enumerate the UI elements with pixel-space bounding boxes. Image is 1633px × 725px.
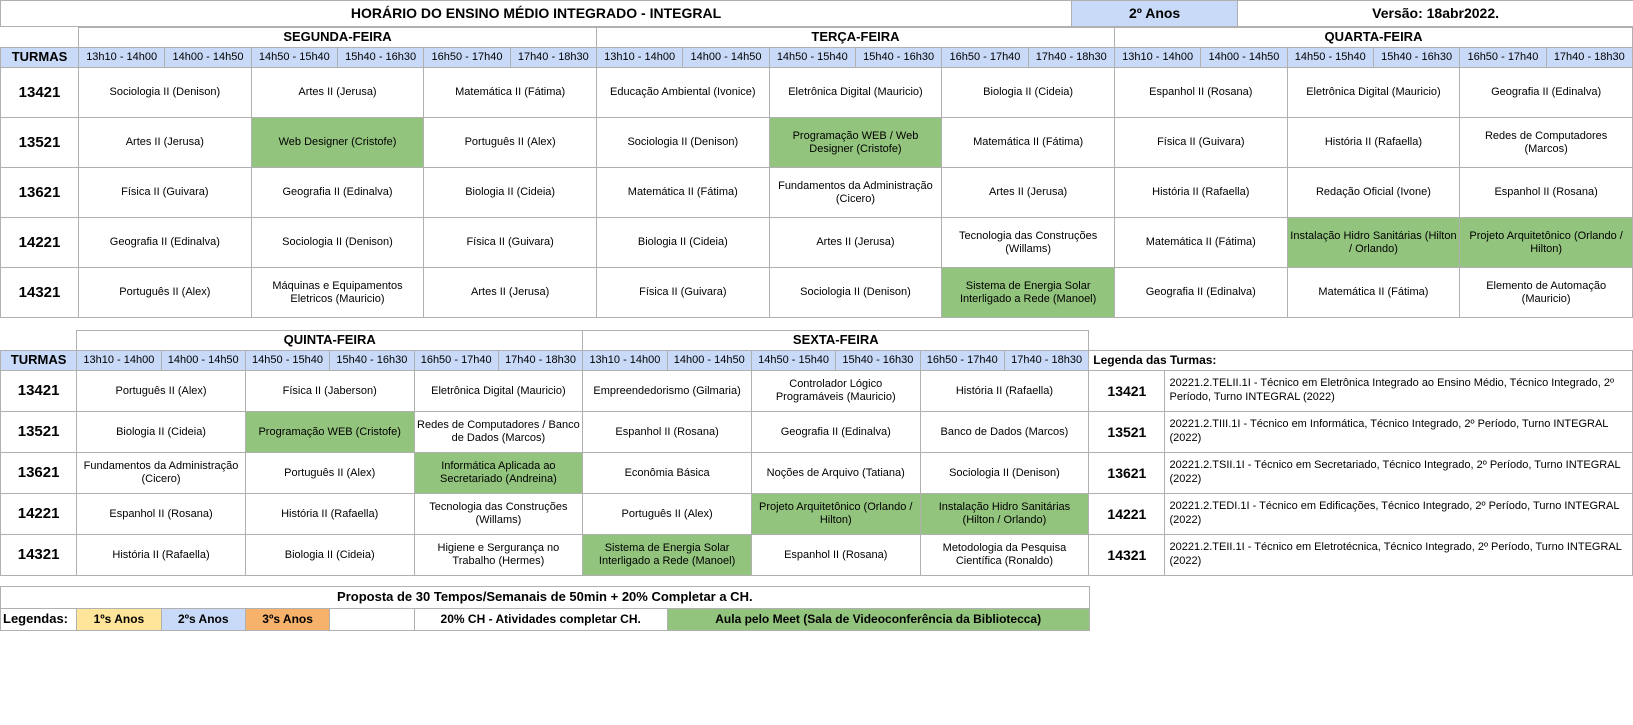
legend-turma-text: 20221.2.TEDI.1I - Técnico em Edificações, Técnico Integrado, 2º Período, Turno INTEGRAL (2022) bbox=[1165, 494, 1633, 535]
legend-turma-text: 20221.2.TSII.1I - Técnico em Secretariado, Técnico Integrado, 2º Período, Turno INTEGRAL (2022) bbox=[1165, 453, 1633, 494]
time-slot: 14h00 - 14h50 bbox=[165, 48, 251, 68]
class-cell[interactable]: Instalação Hidro Sanitárias (Hilton / Orlando) bbox=[1287, 218, 1460, 268]
time-slot: 13h10 - 14h00 bbox=[1114, 48, 1200, 68]
class-cell[interactable]: Espanhol II (Rosana) bbox=[1114, 68, 1287, 118]
class-cell[interactable]: História II (Rafaella) bbox=[77, 535, 246, 576]
time-slot: 17h40 - 18h30 bbox=[1028, 48, 1114, 68]
class-cell[interactable]: Geografia II (Edinalva) bbox=[251, 168, 424, 218]
time-slot: 14h50 - 15h40 bbox=[245, 351, 329, 371]
time-slot: 15h40 - 16h30 bbox=[330, 351, 414, 371]
class-cell[interactable]: História II (Rafaella) bbox=[1114, 168, 1287, 218]
time-slot: 13h10 - 14h00 bbox=[596, 48, 682, 68]
schedule-block-2 bbox=[0, 330, 1633, 576]
class-cell[interactable]: Web Designer (Cristofe) bbox=[251, 118, 424, 168]
time-slot: 13h10 - 14h00 bbox=[583, 351, 667, 371]
class-cell[interactable]: Elemento de Automação (Mauricio) bbox=[1460, 268, 1633, 318]
class-cell[interactable]: Informática Aplicada ao Secretariado (Andreina) bbox=[414, 453, 583, 494]
class-cell[interactable]: Português II (Alex) bbox=[424, 118, 597, 168]
legend-turma-code: 13421 bbox=[1089, 371, 1165, 412]
page-title: HORÁRIO DO ENSINO MÉDIO INTEGRADO - INTEGRAL bbox=[1, 1, 1072, 27]
class-cell[interactable]: Artes II (Jerusa) bbox=[769, 218, 942, 268]
class-cell[interactable]: Controlador Lógico Programáveis (Mauricio) bbox=[751, 371, 920, 412]
time-slot: 15h40 - 16h30 bbox=[1373, 48, 1459, 68]
class-cell[interactable]: Geografia II (Edinalva) bbox=[79, 218, 252, 268]
legend-turma-code: 14221 bbox=[1089, 494, 1165, 535]
table-row bbox=[1, 168, 1633, 218]
class-cell[interactable]: Física II (Guivara) bbox=[79, 168, 252, 218]
class-cell[interactable]: Máquinas e Equipamentos Eletricos (Mauricio) bbox=[251, 268, 424, 318]
class-cell[interactable]: Higiene e Sergurança no Trabalho (Hermes) bbox=[414, 535, 583, 576]
empty-corner bbox=[1, 28, 79, 48]
time-slot: 14h00 - 14h50 bbox=[161, 351, 245, 371]
class-cell[interactable]: Programação WEB (Cristofe) bbox=[245, 412, 414, 453]
class-cell[interactable]: Física II (Guivara) bbox=[424, 218, 597, 268]
class-cell[interactable]: Artes II (Jerusa) bbox=[424, 268, 597, 318]
table-row bbox=[1, 494, 1633, 535]
version-label: Versão: 18abr2022. bbox=[1238, 1, 1633, 27]
footer-spacer-2 bbox=[1089, 609, 1633, 631]
class-cell[interactable]: História II (Rafaella) bbox=[920, 371, 1089, 412]
class-cell[interactable]: Projeto Arquitetônico (Orlando / Hilton) bbox=[751, 494, 920, 535]
class-cell[interactable]: Sociologia II (Denison) bbox=[769, 268, 942, 318]
class-cell[interactable]: Matemática II (Fátima) bbox=[1287, 268, 1460, 318]
time-slot: 16h50 - 17h40 bbox=[1460, 48, 1546, 68]
day-quarta: QUARTA-FEIRA bbox=[1114, 28, 1632, 48]
class-cell[interactable]: Empreendedorismo (Gilmaria) bbox=[583, 371, 752, 412]
time-slot: 14h00 - 14h50 bbox=[683, 48, 769, 68]
class-cell[interactable]: Fundamentos da Administração (Cicero) bbox=[77, 453, 246, 494]
day-terca: TERÇA-FEIRA bbox=[596, 28, 1114, 48]
class-cell[interactable]: Biologia II (Cideia) bbox=[245, 535, 414, 576]
class-cell[interactable]: Espanhol II (Rosana) bbox=[1460, 168, 1633, 218]
class-cell[interactable]: História II (Rafaella) bbox=[245, 494, 414, 535]
class-cell[interactable]: Sociologia II (Denison) bbox=[79, 68, 252, 118]
class-cell[interactable]: Sociologia II (Denison) bbox=[251, 218, 424, 268]
turma-code: 14321 bbox=[1, 535, 77, 576]
class-cell[interactable]: Educação Ambiental (Ivonice) bbox=[596, 68, 769, 118]
day-header-row-1 bbox=[1, 28, 1633, 48]
class-cell[interactable]: Banco de Dados (Marcos) bbox=[920, 412, 1089, 453]
class-cell[interactable]: Matemática II (Fátima) bbox=[942, 118, 1115, 168]
legend-turma-text: 20221.2.TEII.1I - Técnico em Eletrotécnica, Técnico Integrado, 2º Período, Turno INTEGRAL (2022) bbox=[1165, 535, 1633, 576]
turma-code: 13621 bbox=[1, 168, 79, 218]
block-separator bbox=[0, 318, 1633, 330]
legend-anos1: 1ºs Anos bbox=[77, 609, 161, 631]
class-cell[interactable]: Física II (Jaberson) bbox=[245, 371, 414, 412]
table-row bbox=[1, 453, 1633, 494]
class-cell[interactable]: Tecnologia das Construções (Willams) bbox=[942, 218, 1115, 268]
legend-turma-code: 14321 bbox=[1089, 535, 1165, 576]
time-slot: 15h40 - 16h30 bbox=[855, 48, 941, 68]
class-cell[interactable]: Biologia II (Cideia) bbox=[77, 412, 246, 453]
time-slot: 16h50 - 17h40 bbox=[942, 48, 1028, 68]
years-badge: 2º Anos bbox=[1072, 1, 1238, 27]
legend-meet: Aula pelo Meet (Sala de Videoconferência da Bibliotecca) bbox=[667, 609, 1089, 631]
legend-turma-text: 20221.2.TIII.1I - Técnico em Informática, Técnico Integrado, 2º Período, Turno INTEGRAL (2022) bbox=[1165, 412, 1633, 453]
time-slot: 14h50 - 15h40 bbox=[751, 351, 835, 371]
turma-code: 13621 bbox=[1, 453, 77, 494]
legend-anos2: 2ºs Anos bbox=[161, 609, 245, 631]
class-cell[interactable]: Redes de Computadores (Marcos) bbox=[1460, 118, 1633, 168]
class-cell[interactable]: Espanhol II (Rosana) bbox=[583, 412, 752, 453]
day-segunda: SEGUNDA-FEIRA bbox=[79, 28, 597, 48]
schedule-block-1 bbox=[0, 27, 1633, 318]
class-cell[interactable]: Instalação Hidro Sanitárias (Hilton / Orlando) bbox=[920, 494, 1089, 535]
class-cell[interactable]: Redação Oficial (Ivone) bbox=[1287, 168, 1460, 218]
legend-turmas-title: Legenda das Turmas: bbox=[1089, 351, 1633, 371]
class-cell[interactable]: Biologia II (Cideia) bbox=[942, 68, 1115, 118]
turma-code: 13421 bbox=[1, 371, 77, 412]
class-cell[interactable]: Física II (Guivara) bbox=[596, 268, 769, 318]
class-cell[interactable]: Eletrônica Digital (Mauricio) bbox=[769, 68, 942, 118]
class-cell[interactable]: Projeto Arquitetônico (Orlando / Hilton) bbox=[1460, 218, 1633, 268]
proposta-label: Proposta de 30 Tempos/Semanais de 50min + 20% Completar a CH. bbox=[1, 587, 1090, 609]
time-header-row-2 bbox=[1, 351, 1633, 371]
turmas-header: TURMAS bbox=[1, 351, 77, 371]
day-sexta: SEXTA-FEIRA bbox=[583, 331, 1089, 351]
class-cell[interactable]: Fundamentos da Administração (Cicero) bbox=[769, 168, 942, 218]
class-cell[interactable]: Português II (Alex) bbox=[79, 268, 252, 318]
legend-anos3: 3ºs Anos bbox=[245, 609, 329, 631]
table-row bbox=[1, 268, 1633, 318]
time-slot: 14h00 - 14h50 bbox=[1201, 48, 1287, 68]
class-cell[interactable]: Português II (Alex) bbox=[583, 494, 752, 535]
time-slot: 16h50 - 17h40 bbox=[414, 351, 498, 371]
time-slot: 14h50 - 15h40 bbox=[251, 48, 337, 68]
time-slot: 15h40 - 16h30 bbox=[337, 48, 423, 68]
table-row bbox=[1, 68, 1633, 118]
time-slot: 17h40 - 18h30 bbox=[1546, 48, 1632, 68]
class-cell[interactable]: Geografia II (Edinalva) bbox=[1114, 268, 1287, 318]
turmas-header: TURMAS bbox=[1, 48, 79, 68]
time-slot: 13h10 - 14h00 bbox=[77, 351, 161, 371]
class-cell[interactable]: Sistema de Energia Solar Interligado a Rede (Manoel) bbox=[942, 268, 1115, 318]
day-quinta: QUINTA-FEIRA bbox=[77, 331, 583, 351]
turma-code: 14221 bbox=[1, 494, 77, 535]
table-row bbox=[1, 371, 1633, 412]
class-cell[interactable]: Programação WEB / Web Designer (Cristofe) bbox=[769, 118, 942, 168]
time-slot: 17h40 - 18h30 bbox=[510, 48, 596, 68]
time-slot: 17h40 - 18h30 bbox=[1004, 351, 1088, 371]
time-slot: 14h00 - 14h50 bbox=[667, 351, 751, 371]
time-slot: 16h50 - 17h40 bbox=[920, 351, 1004, 371]
class-cell[interactable]: Noções de Arquivo (Tatiana) bbox=[751, 453, 920, 494]
footer-spacer bbox=[1089, 587, 1633, 609]
class-cell[interactable]: Artes II (Jerusa) bbox=[251, 68, 424, 118]
class-cell[interactable]: Matemática II (Fátima) bbox=[1114, 218, 1287, 268]
legend-turma-code: 13521 bbox=[1089, 412, 1165, 453]
turma-code: 13521 bbox=[1, 118, 79, 168]
empty-corner bbox=[1, 331, 77, 351]
legendas-label: Legendas: bbox=[1, 609, 77, 631]
class-cell[interactable]: Português II (Alex) bbox=[245, 453, 414, 494]
time-slot: 14h50 - 15h40 bbox=[769, 48, 855, 68]
class-cell[interactable]: Biologia II (Cideia) bbox=[596, 218, 769, 268]
footer-table bbox=[0, 586, 1633, 631]
class-cell[interactable]: Biologia II (Cideia) bbox=[424, 168, 597, 218]
legend-turma-text: 20221.2.TELII.1I - Técnico em Eletrônica Integrado ao Ensino Médio, Técnico Integrado, 2º Período, Turno INTEGRAL (2022) bbox=[1165, 371, 1633, 412]
class-cell[interactable]: Geografia II (Edinalva) bbox=[1460, 68, 1633, 118]
class-cell[interactable]: Sistema de Energia Solar Interligado a Rede (Manoel) bbox=[583, 535, 752, 576]
table-row bbox=[1, 412, 1633, 453]
class-cell[interactable]: Metodologia da Pesquisa Científica (Ronaldo) bbox=[920, 535, 1089, 576]
time-slot: 15h40 - 16h30 bbox=[836, 351, 920, 371]
class-cell[interactable]: Tecnologia das Construções (Willams) bbox=[414, 494, 583, 535]
turma-code: 14221 bbox=[1, 218, 79, 268]
proposta-row bbox=[1, 587, 1633, 609]
class-cell[interactable]: Sociologia II (Denison) bbox=[920, 453, 1089, 494]
table-row bbox=[1, 218, 1633, 268]
time-header-row-1 bbox=[1, 48, 1633, 68]
class-cell[interactable]: Física II (Guivara) bbox=[1114, 118, 1287, 168]
time-slot: 14h50 - 15h40 bbox=[1287, 48, 1373, 68]
class-cell[interactable]: Geografia II (Edinalva) bbox=[751, 412, 920, 453]
class-cell[interactable]: Português II (Alex) bbox=[77, 371, 246, 412]
class-cell[interactable]: Sociologia II (Denison) bbox=[596, 118, 769, 168]
time-slot: 13h10 - 14h00 bbox=[79, 48, 165, 68]
legend-corner bbox=[1089, 331, 1633, 351]
day-header-row-2 bbox=[1, 331, 1633, 351]
time-slot: 16h50 - 17h40 bbox=[424, 48, 510, 68]
class-cell[interactable]: Eletrônica Digital (Mauricio) bbox=[1287, 68, 1460, 118]
turma-code: 13421 bbox=[1, 68, 79, 118]
class-cell[interactable]: Matemática II (Fátima) bbox=[596, 168, 769, 218]
table-row bbox=[1, 118, 1633, 168]
turma-code: 13521 bbox=[1, 412, 77, 453]
class-cell[interactable]: Espanhol II (Rosana) bbox=[77, 494, 246, 535]
class-cell[interactable]: Econômia Básica bbox=[583, 453, 752, 494]
class-cell[interactable]: Redes de Computadores / Banco de Dados (Marcos) bbox=[414, 412, 583, 453]
legend-ch20: 20% CH - Atividades completar CH. bbox=[414, 609, 667, 631]
class-cell[interactable]: História II (Rafaella) bbox=[1287, 118, 1460, 168]
time-slot: 17h40 - 18h30 bbox=[498, 351, 582, 371]
class-cell[interactable]: Eletrônica Digital (Mauricio) bbox=[414, 371, 583, 412]
class-cell[interactable]: Matemática II (Fátima) bbox=[424, 68, 597, 118]
legend-turma-code: 13621 bbox=[1089, 453, 1165, 494]
header-table bbox=[0, 0, 1633, 27]
legend-row bbox=[1, 609, 1633, 631]
class-cell[interactable]: Artes II (Jerusa) bbox=[942, 168, 1115, 218]
legend-gap bbox=[330, 609, 414, 631]
class-cell[interactable]: Espanhol II (Rosana) bbox=[751, 535, 920, 576]
class-cell[interactable]: Artes II (Jerusa) bbox=[79, 118, 252, 168]
turma-code: 14321 bbox=[1, 268, 79, 318]
table-row bbox=[1, 535, 1633, 576]
